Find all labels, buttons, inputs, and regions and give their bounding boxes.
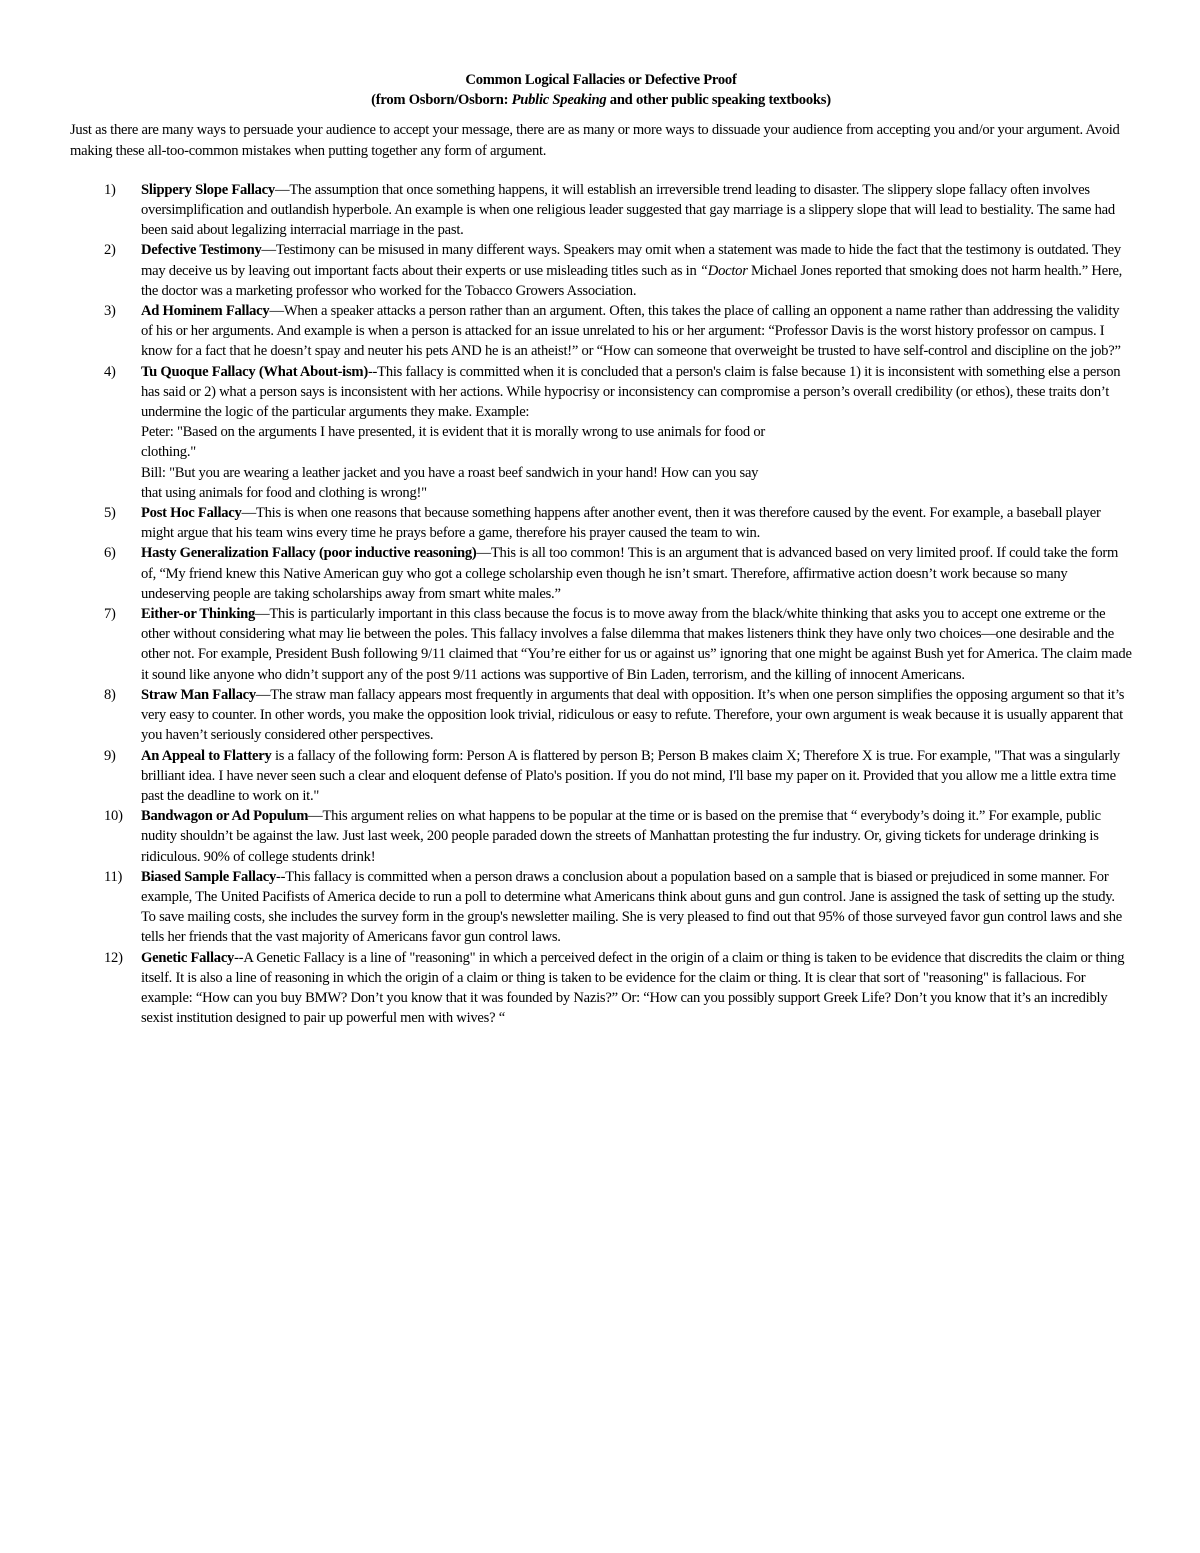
example-line: Peter: "Based on the arguments I have presented, it is evident that it is morally wrong to use animals for food or [141, 424, 766, 441]
document-title [70, 70, 1132, 110]
item-number: 2) [104, 242, 116, 259]
item-text: —This argument relies on what happens to be popular at the time or is based on the premise that “ everybody’s doing it.” For example, public nudity shouldn’t be against the law. Just last week, 200 people paraded down the streets of Manhattan protesting the fur industry. Or, giving tickets for underage drinking is ridiculous. 90% of college students drink! [141, 808, 1101, 865]
title-line-2-suffix: and other public speaking textbooks) [606, 92, 831, 109]
item-term: Post Hoc Fallacy [141, 505, 242, 522]
item-number: 8) [104, 686, 116, 703]
item-term: Tu Quoque Fallacy (What About-ism) [141, 363, 368, 380]
fallacy-item-bandwagon [70, 806, 1132, 867]
item-text: —This is particularly important in this class because the focus is to move away from the black/white thinking that asks you to accept one extreme or the other without considering what may lie between the poles. This fallacy involves a false dilemma that makes listeners think they have only two choices—one desirable and the other not. For example, President Bush following 9/11 claimed that “You’re either for us or against us” ignoring that one might be against Bush yet for America. The claim made it sound like anyone who didn’t support any of the post 9/11 actions was supportive of Bin Laden, terrorism, and the killing of innocent Americans. [141, 606, 1132, 683]
item-term: Ad Hominem Fallacy [141, 303, 270, 320]
item-number: 11) [104, 868, 123, 885]
example-line: that using animals for food and clothing is wrong!" [141, 484, 427, 501]
document-page [70, 70, 1132, 1028]
item-number: 9) [104, 747, 116, 764]
title-line-1: Common Logical Fallacies or Defective Proof [465, 72, 737, 88]
title-line-2-prefix: (from Osborn/Osborn: [371, 92, 512, 109]
item-term: Genetic Fallacy [141, 949, 235, 966]
item-number: 1) [104, 181, 116, 198]
item-number: 12) [104, 949, 123, 966]
item-text: --This fallacy is committed when a person draws a conclusion about a population based on a sample that is biased or prejudiced in some manner. For example, The United Pacifists of America decide to run a poll to determine what Americans think about guns and gun control. Jane is assigned the task of setting up the study. To save mailing costs, she includes the survey form in the group's newsletter mailing. She is very pleased to find out that 95% of those surveyed favor gun control laws and she tells her friends that the vast majority of Americans favor gun control laws. [141, 868, 1122, 946]
item-text: —The straw man fallacy appears most frequently in arguments that deal with opposition. It’s when one person simplifies the opposing argument so that it’s very easy to counter. In other words, you make the opposition look trivial, ridiculous or easy to refute. Therefore, your own argument is weak because it is usually apparent that you haven’t seriously considered other perspectives. [141, 686, 1125, 744]
item-text: —Testimony can be misused in many different ways. Speakers may omit when a statement was made to hide the fact that the testimony is outdated. They may deceive us by leaving out important facts about their experts or use misleading titles such as in [141, 242, 1121, 279]
item-text: --A Genetic Fallacy is a line of "reasoning" in which a perceived defect in the origin of a claim or thing is taken to be evidence that discredits the claim or thing itself. It is also a line of reasoning in which the origin of a claim or thing is taken to be evidence for the claim or thing. It is clear that sort of "reasoning" is fallacious. For example: “How can you buy BMW? Don’t you know that it was founded by Nazis?” Or: “How can you possibly support Greek Life? Don’t you know that it’s an incredibly sexist institution designed to pair up powerful men with wives? “ [141, 949, 1125, 1027]
item-term: Straw Man Fallacy [141, 686, 256, 703]
item-text: —When a speaker attacks a person rather than an argument. Often, this takes the place of calling an opponent a name rather than addressing the validity of his or her arguments. And example is when a person is attacked for an issue unrelated to his or her argument: “Professor Davis is the worst history professor on campus. I know for a fact that he doesn’t spay and neuter his pets AND he is an atheist!” or “How can someone that overweight be trusted to have self-control and discipline on the job?” [141, 303, 1121, 360]
example-line: Bill: "But you are wearing a leather jacket and you have a roast beef sandwich in your hand! How can you say [141, 464, 759, 481]
item-term: Hasty Generalization Fallacy (poor inductive reasoning) [141, 545, 477, 562]
item-text: --This fallacy is committed when it is concluded that a person's claim is false because 1) it is inconsistent with something else a person has said or 2) what a person says is inconsistent with her actions. While hypocrisy or inconsistency can compromise a person’s overall credibility (or ethos), these traits don’t undermine the logic of the particular arguments they make. Example: [141, 363, 1121, 421]
fallacy-item-slippery-slope [70, 180, 1132, 241]
fallacy-item-defective-testimony [70, 240, 1132, 301]
item-number: 10) [104, 808, 123, 825]
item-number: 4) [104, 363, 116, 380]
title-book-name: Public Speaking [511, 92, 607, 109]
item-text-continued: Michael Jones reported that smoking does not harm health.” Here, the doctor was a marketing professor who worked for the Tobacco Growers Association. [141, 262, 1123, 299]
item-text: —This is when one reasons that because something happens after another event, then it was therefore caused by the event. For example, a baseball player might argue that his team wins every time he prays before a game, therefore his prayer caused the team to win. [141, 505, 1101, 542]
example-dialogue [141, 422, 1132, 503]
fallacy-item-appeal-to-flattery [70, 746, 1132, 807]
fallacy-item-biased-sample [70, 867, 1132, 948]
fallacy-item-genetic [70, 948, 1132, 1029]
item-number: 7) [104, 606, 116, 623]
fallacy-item-ad-hominem [70, 301, 1132, 362]
item-number: 6) [104, 545, 116, 562]
item-number: 3) [104, 303, 116, 320]
fallacy-item-post-hoc [70, 503, 1132, 543]
item-term: Biased Sample Fallacy [141, 868, 277, 885]
item-number: 5) [104, 505, 116, 522]
fallacy-item-straw-man [70, 685, 1132, 746]
item-term: Defective Testimony [141, 242, 262, 259]
example-line: clothing." [141, 444, 196, 461]
item-term: Bandwagon or Ad Populum [141, 808, 309, 825]
item-term: An Appeal to Flattery [141, 747, 272, 764]
fallacy-item-tu-quoque [70, 362, 1132, 503]
item-text: —The assumption that once something happens, it will establish an irreversible trend leading to disaster. The slippery slope fallacy often involves oversimplification and outlandish hyperbole. An example is when one religious leader suggested that gay marriage is a slippery slope that will lead to bestiality. The same had been said about legalizing interracial marriage in the past. [141, 181, 1115, 239]
item-text: —This is all too common! This is an argument that is advanced based on very limited proof. If could take the form of, “My friend knew this Native American guy who got a college scholarship even though he isn’t smart. Therefore, affirmative action doesn’t work because so many undeserving people are taking scholarships away from smart white males.” [141, 545, 1119, 602]
fallacy-item-either-or [70, 604, 1132, 685]
item-italic-text: “Doctor [699, 262, 748, 279]
intro-paragraph: Just as there are many ways to persuade your audience to accept your message, there are as many or more ways to dissuade your audience from accepting you and/or your argument. Avoid making these all-too-common mistakes when putting together any form of argument. [70, 122, 1120, 159]
item-term: Either-or Thinking [141, 606, 256, 623]
item-text: is a fallacy of the following form: Person A is flattered by person B; Person B makes claim X; Therefore X is true. For example, "That was a singularly brilliant idea. I have never seen such a clear and eloquent defense of Plato's position. If you do not mind, I'll base my paper on it. Provided that you allow me a little extra time past the deadline to work on it." [141, 747, 1120, 804]
fallacy-list [70, 180, 1132, 1029]
fallacy-item-hasty-generalization [70, 543, 1132, 604]
item-term: Slippery Slope Fallacy [141, 181, 275, 198]
